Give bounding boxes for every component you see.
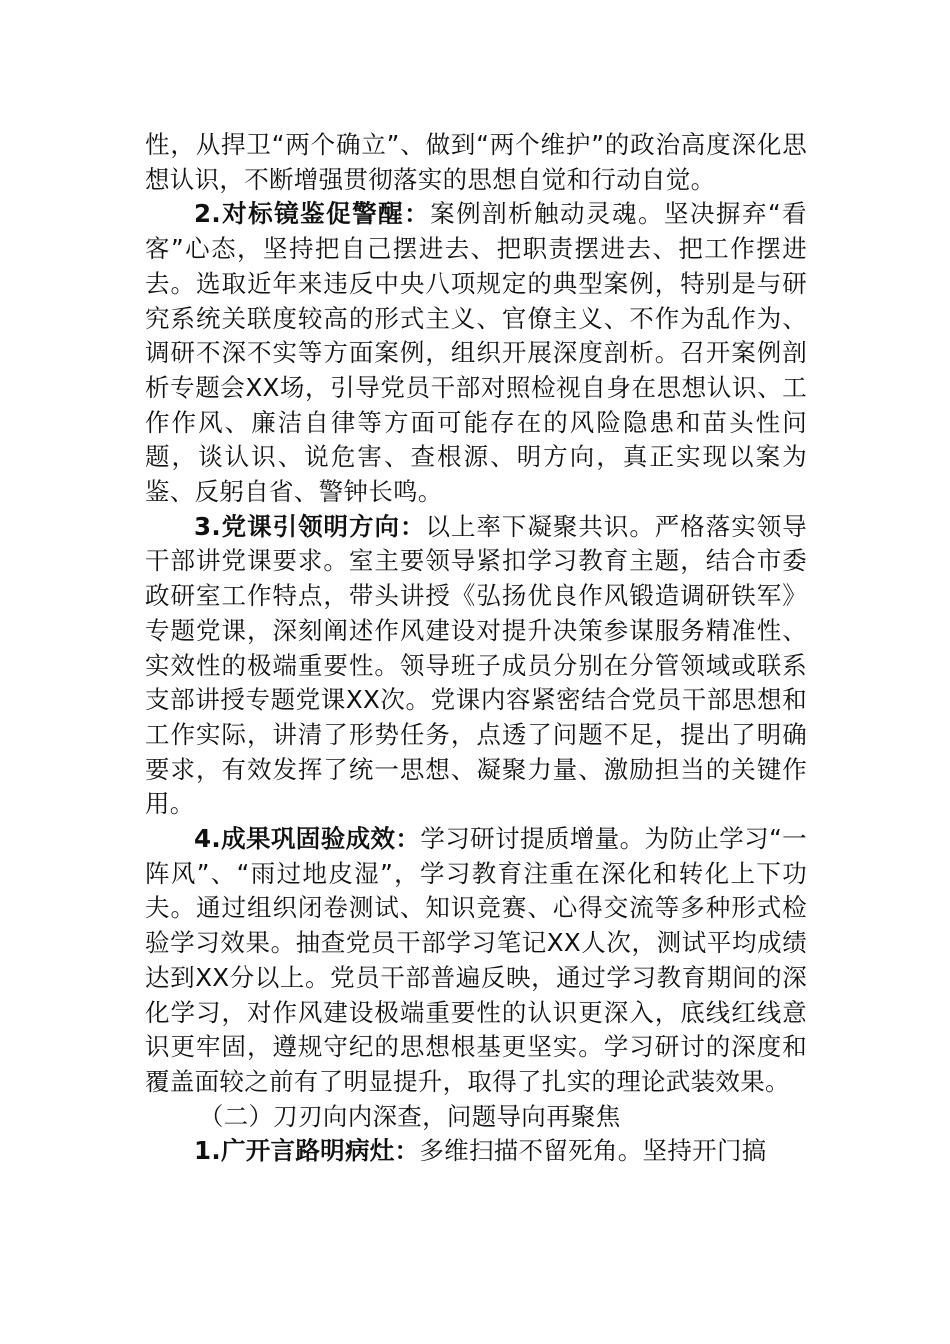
paragraph-lead: 1.广开言路明病灶： <box>194 1136 420 1166</box>
paragraph-text: 学习研讨提质增量。为防止学习“一阵风”、“雨过地皮湿”，学习教育注重在深化和转化上下功夫。通过组织闭卷测试、知识竞赛、心得交流等多种形式检验学习效果。抽查党员干部学习笔记XX人次，测试平均成绩达到XX分以上。党员干部普遍反映，通过学习教育期间的深化学习，对作风建设极端重要性的认识更深入，底线红线意识更牢固，遵规守纪的思想根基更坚实。学习研讨的深度和覆盖面较之前有了明显提升，取得了扎实的理论武装效果。 <box>145 824 807 1096</box>
paragraph-item-final <box>145 1134 807 1169</box>
paragraph-item-2 <box>145 197 807 509</box>
paragraph-lead: 4.成果巩固验成效： <box>194 824 421 854</box>
paragraph-lead: 3.党课引领明方向： <box>194 511 426 541</box>
paragraph-lead: 2.对标镜鉴促警醒： <box>194 199 431 229</box>
paragraph-text: 案例剖析触动灵魂。坚决摒弃“看客”心态，坚持把自己摆进去、把职责摆进去、把工作摆进去。选取近年来违反中央八项规定的典型案例，特别是与研究系统关联度较高的形式主义、官僚主义、不作为乱作为、调研不深不实等方面案例，组织开展深度剖析。召开案例剖析专题会XX场，引导党员干部对照检视自身在思想认识、工作作风、廉洁自律等方面可能存在的风险隐患和苗头性问题，谈认识、说危害、查根源、明方向，真正实现以案为鉴、反躬自省、警钟长鸣。 <box>145 199 807 507</box>
paragraph-text: 多维扫描不留死角。坚持开门搞 <box>419 1136 767 1166</box>
document-page <box>145 128 807 1169</box>
paragraph-item-4 <box>145 822 807 1100</box>
paragraph-text: 性，从捍卫“两个确立”、做到“两个维护”的政治高度深化思想认识，不断增强贯彻落实的思想自觉和行动自觉。 <box>145 130 807 194</box>
section-heading: （二）刀刃向内深查，问题导向再聚焦 <box>198 1101 621 1131</box>
paragraph-item-3 <box>145 510 807 822</box>
paragraph-text: 以上率下凝聚共识。严格落实领导干部讲党课要求。室主要领导紧扣学习教育主题，结合市委政研室工作特点，带头讲授《弘扬优良作风锻造调研铁军》专题党课，深刻阐述作风建设对提升决策参谋服务精准性、实效性的极端重要性。领导班子成员分别在分管领域或联系支部讲授专题党课XX次。党课内容紧密结合党员干部思想和工作实际，讲清了形势任务，点透了问题不足，提出了明确要求，有效发挥了统一思想、凝聚力量、激励担当的关键作用。 <box>145 511 808 819</box>
paragraph-continuation <box>145 128 807 197</box>
